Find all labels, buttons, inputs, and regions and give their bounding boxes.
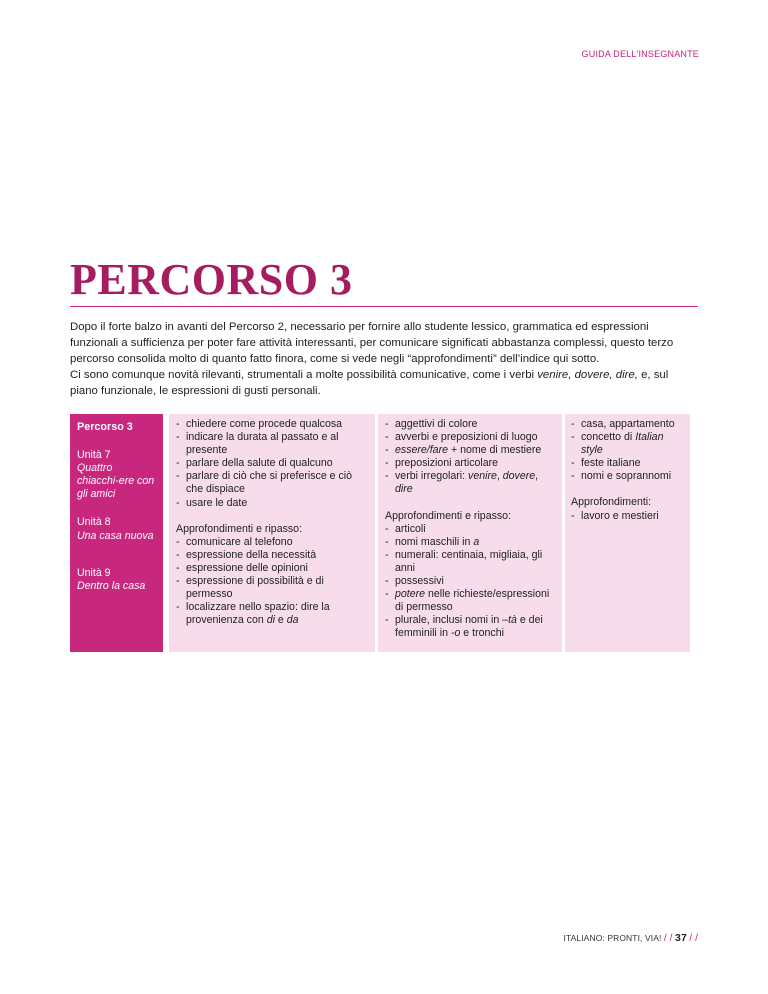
list-item: - feste italiane	[571, 457, 684, 470]
list-item: - chiedere come procede qualcosa	[176, 418, 367, 431]
unit-8: Unità 8 Una casa nuova	[77, 516, 154, 542]
intro-paragraph-1: Dopo il forte balzo in avanti del Percorso 2, necessario per fornire allo studente lessico, grammatica ed espressioni funzionali a sufficienza per poter fare attività interessanti, per comunicare significati abbastanza complessi, questo terzo percorso consolida molto di quanto fatto finora, come si vede negli “approfondimenti” dell’indice qui sotto.	[70, 321, 674, 366]
grammar-column	[378, 414, 562, 652]
list-item: - potere nelle richieste/espressioni di permesso	[385, 588, 556, 614]
list-item: - articoli	[385, 523, 556, 536]
list-item: - possessivi	[385, 575, 556, 588]
footer-separator: / /	[663, 933, 673, 944]
list-item: - avverbi e preposizioni di luogo	[385, 431, 556, 444]
list-item: - verbi irregolari: venire, dovere, dire	[385, 470, 556, 496]
review-heading: Approfondimenti:	[571, 496, 652, 509]
list-item: - plurale, inclusi nomi in –tà e dei femminili in -o e tronchi	[385, 614, 556, 640]
running-header: GUIDA DELL'INSEGNANTE	[581, 49, 699, 59]
review-heading: Approfondimenti e ripasso:	[385, 509, 512, 522]
page-footer	[564, 932, 699, 944]
list-item: - espressione della necessità	[176, 549, 367, 562]
footer-book-title: ITALIANO: PRONTI, VIA!	[563, 933, 662, 943]
list-item: - nomi maschili in a	[385, 536, 556, 549]
functions-list	[176, 418, 367, 510]
review-list	[571, 510, 684, 523]
intro-paragraph-2: Ci sono comunque novità rilevanti, strumentali a molte possibilità comunicative, come i verbi venire, dovere, dire, e, sul piano funzionale, le espressioni di gusti personali.	[70, 369, 669, 398]
list-item: - casa, appartamento	[571, 418, 684, 431]
review-list	[385, 523, 556, 641]
list-item: - concetto di Italian style	[571, 431, 684, 457]
list-item: - localizzare nello spazio: dire la provenienza con di e da	[176, 601, 367, 627]
page-title: PERCORSO 3	[70, 255, 353, 304]
list-item: - indicare la durata al passato e al presente	[176, 431, 367, 457]
functions-column	[169, 414, 375, 652]
list-item: - espressione delle opinioni	[176, 562, 367, 575]
list-item: - nomi e soprannomi	[571, 470, 684, 483]
culture-column	[565, 414, 690, 652]
title-rule	[70, 306, 698, 307]
page-number: 37	[675, 932, 687, 944]
unit-column	[70, 414, 163, 652]
grammar-list	[385, 418, 556, 497]
syllabus-table	[70, 414, 692, 652]
intro-text	[70, 319, 698, 399]
list-item: - comunicare al telefono	[176, 536, 367, 549]
list-item: - aggettivi di colore	[385, 418, 556, 431]
culture-list	[571, 418, 684, 483]
review-list	[176, 536, 367, 628]
unit-7: Unità 7 Quattro chiacchi-ere con gli amici	[77, 449, 155, 501]
footer-separator: / /	[689, 933, 698, 944]
list-item: - usare le date	[176, 497, 367, 510]
list-item: - lavoro e mestieri	[571, 510, 684, 523]
unit-9: Unità 9 Dentro la casa	[77, 566, 146, 592]
list-item: - preposizioni articolare	[385, 457, 556, 470]
percorso-label: Percorso 3	[77, 421, 133, 433]
review-heading: Approfondimenti e ripasso:	[176, 522, 303, 535]
list-item: - essere/fare + nome di mestiere	[385, 444, 556, 457]
list-item: - parlare della salute di qualcuno	[176, 457, 367, 470]
list-item: - numerali: centinaia, migliaia, gli anni	[385, 549, 556, 575]
list-item: - espressione di possibilità e di permesso	[176, 575, 367, 601]
list-item: - parlare di ciò che si preferisce e ciò che dispiace	[176, 470, 367, 496]
